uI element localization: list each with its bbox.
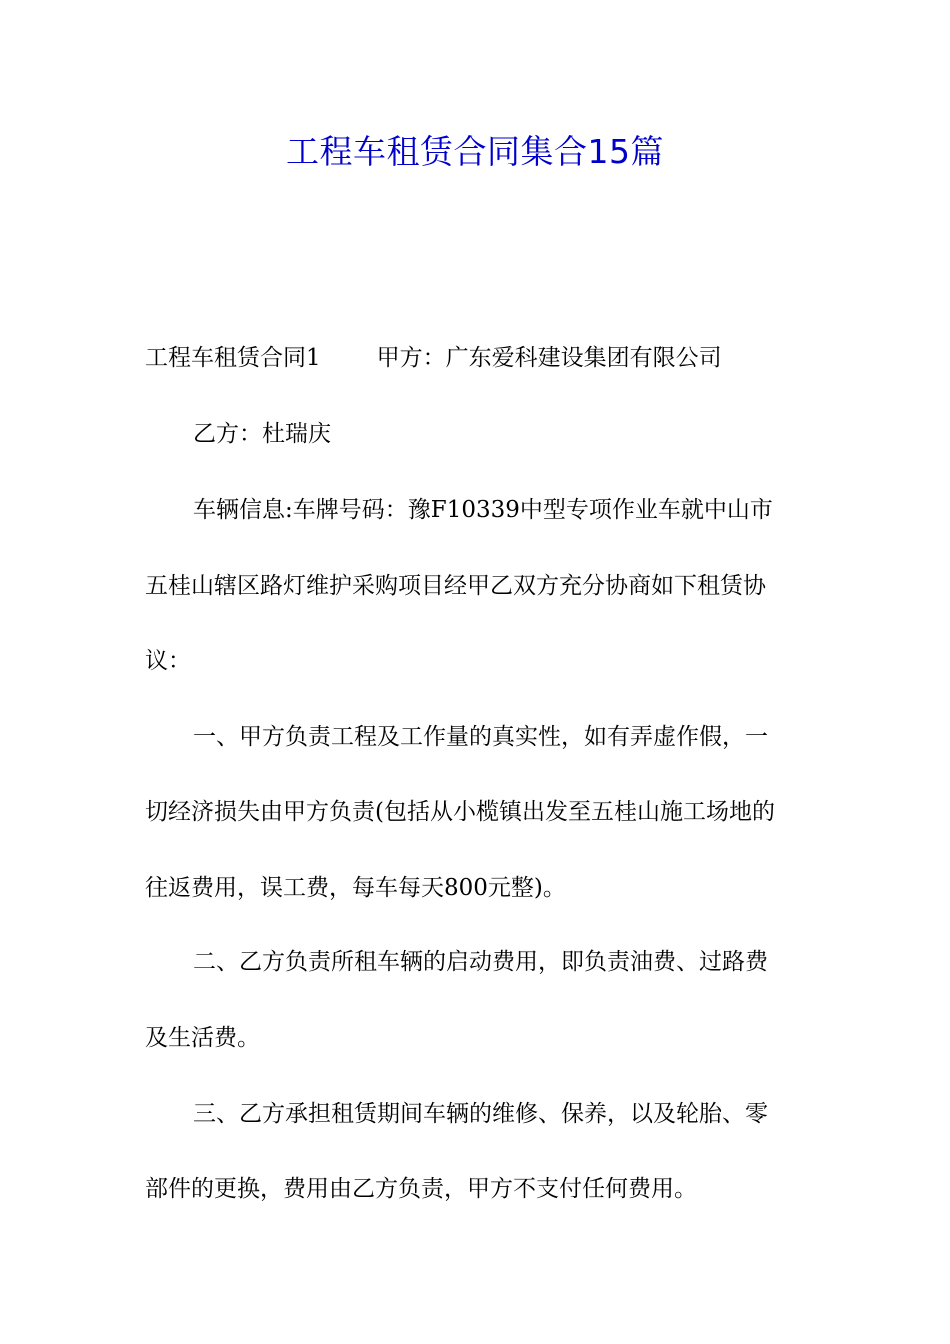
- party-a: 甲方：广东爱科建设集团有限公司: [376, 345, 722, 371]
- paragraph-line: 三、乙方承担租赁期间车辆的维修、保养，以及轮胎、零: [193, 1101, 768, 1127]
- contract-number: 工程车租赁合同1: [145, 345, 321, 371]
- contract-heading-line: [145, 334, 722, 382]
- paragraph-line: 及生活费。: [145, 1025, 260, 1051]
- paragraph-line: 部件的更换，费用由乙方负责，甲方不支付任何费用。: [145, 1176, 697, 1202]
- party-b: 乙方：杜瑞庆: [193, 421, 331, 447]
- paragraph-line: 二、乙方负责所租车辆的启动费用，即负责油费、过路费: [193, 949, 768, 975]
- paragraph-line: 往返费用，误工费，每车每天800元整)。: [145, 875, 566, 901]
- paragraph-line: 车辆信息:车牌号码：豫F10339中型专项作业车就中山市: [193, 497, 773, 523]
- document-title: 工程车租赁合同集合15篇: [286, 132, 664, 171]
- paragraph-line: 一、甲方负责工程及工作量的真实性，如有弄虚作假，一: [193, 724, 768, 750]
- paragraph-line: 切经济损失由甲方负责(包括从小榄镇出发至五桂山施工场地的: [145, 799, 775, 825]
- paragraph-line: 五桂山辖区路灯维护采购项目经甲乙双方充分协商如下租赁协: [145, 573, 766, 599]
- paragraph-line: 议：: [145, 648, 191, 674]
